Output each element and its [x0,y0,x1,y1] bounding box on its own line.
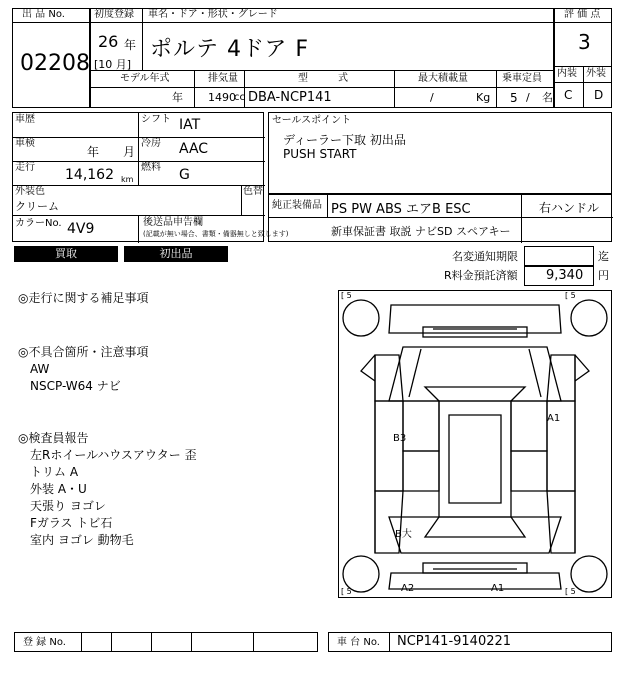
sales-line-1: ディーラー下取 初出品 [283,133,406,147]
score-label: 評 価 点 [564,9,601,20]
type-label: 型 式 [298,73,348,84]
report-section-2-line-1: AW [30,362,50,376]
model-year-unit: 年 [172,91,183,104]
post-doc-label: 後送品申告欄 [143,217,203,228]
color-change-label: 色替 [243,186,263,197]
mileage-value: 14,162 [65,167,114,183]
ext-color-value: クリーム [15,200,59,213]
reg-month: [10 月] [94,58,132,71]
post-doc-note: (記載が無い場合、書類・備器無しと致します) [143,230,289,238]
chassis-box [328,632,612,652]
car-name: ポルテ 4ドア F [150,37,309,62]
sales-point-box [268,112,612,194]
report-section-3-line-1: 左Rホイールハウスアウター 歪 [30,448,197,462]
tire-label-front-right: [ 5 [565,291,576,300]
wheel-front-right [571,300,607,336]
specs-grid [12,112,289,242]
model-year-label: モデル年式 [120,73,170,84]
max-load-unit: Kg [476,91,491,104]
reg-no-label: 登 録 No. [23,637,66,648]
reg-no-box [14,632,318,652]
tire-label-rear-left: [ 5 [341,587,352,596]
max-load-label: 最大積載量 [418,73,468,84]
report-section-2-line-2: NSCP-W64 ナビ [30,379,121,393]
reg-year-unit: 年 [124,38,137,52]
name-change-unit: 迄 [598,250,609,263]
capacity-label: 乗車定員 [502,73,542,84]
history-label: 車歴 [15,114,35,125]
report-section-2-title: ◎不具合箇所・注意事項 [18,345,149,359]
tire-label-front-left: [ 5 [341,291,352,300]
equipment-box [268,194,612,242]
car-diagram-frame [338,290,612,598]
aircon-label: 冷房 [141,138,161,149]
name-change-box [524,246,594,266]
mileage-unit: km [121,175,134,184]
damage-mark-b-large: B大 [395,529,412,540]
lot-label: 出 品 No. [22,9,65,20]
wheel-rear-right [571,556,607,592]
shift-value: IAT [179,117,201,133]
report-section-1-title: ◎走行に関する補足事項 [18,291,149,305]
displacement-value: 1490 [208,91,236,104]
type-value: DBA-NCP141 [248,90,332,105]
fuel-label: 燃料 [141,162,161,173]
equipment-value: PS PW ABS エアB ESC [331,202,471,217]
report-section-3-line-3: 外装 A・U [30,482,87,496]
inspection-label: 車検 [15,138,35,149]
exterior-label: 外装 [586,68,606,79]
damage-mark-a1-rear: A1 [491,583,505,594]
displacement-unit: cc [234,92,245,103]
report-section-3-line-6: 室内 ヨゴレ 動物毛 [30,533,134,547]
sales-point-label: セールスポイント [272,115,352,126]
chassis-label: 車 台 No. [337,637,380,648]
report-section-3-line-5: Fガラス トビ石 [30,516,113,530]
capacity-unit: 名 [542,91,553,104]
damage-mark-a1-right: A1 [547,413,561,424]
interior-grade: C [564,88,573,102]
capacity-sep: / [526,91,530,104]
inspection-month: 月 [123,145,136,159]
exterior-grade: D [594,88,604,102]
recycle-unit: 円 [598,269,609,282]
reg-year-num: 26 [98,32,119,51]
report-section-3-title: ◎検査員報告 [18,431,89,445]
sales-line-2: PUSH START [283,147,357,161]
reg-label: 初度登録 [94,9,134,20]
max-load-sep: / [430,91,434,104]
aircon-value: AAC [179,141,209,157]
buy-badge: 買取 [14,246,118,262]
color-no-value: 4V9 [67,221,95,237]
recycle-label: R料金預託済額 [444,269,518,282]
displacement-label: 排気量 [208,73,238,84]
car-diagram [339,291,611,597]
damage-mark-b3: B3 [393,433,407,444]
recycle-value: 9,340 [546,268,584,283]
interior-label: 内装 [557,68,577,79]
shift-label: シフト [141,114,171,125]
mileage-label: 走行 [15,162,35,173]
report-section-3-line-4: 天張り ヨゴレ [30,499,106,513]
tire-label-rear-right: [ 5 [565,587,576,596]
ext-color-label: 外装色 [15,186,45,197]
handle-value: 右ハンドル [539,201,600,215]
first-listing-badge: 初出品 [124,246,228,262]
wheel-front-left [343,300,379,336]
desc-label: 車名・ドア・形状・グレード [148,9,278,20]
inspection-year: 年 [87,145,100,159]
score-value: 3 [578,30,591,54]
report-section-3-line-2: トリム A [30,465,79,479]
chassis-value: NCP141-9140221 [397,634,512,649]
color-no-label: カラーNo. [15,218,62,229]
equipment-label: 純正装備品 [272,200,322,211]
lot-number: 02208 [20,51,90,76]
name-change-label: 名変通知期限 [452,250,518,263]
warranty-value: 新車保証書 取説 ナビSD スペアキー [331,225,511,238]
header-block [12,8,612,110]
capacity-value: 5 [510,91,518,105]
damage-mark-a2: A2 [401,583,415,594]
fuel-value: G [179,167,190,183]
